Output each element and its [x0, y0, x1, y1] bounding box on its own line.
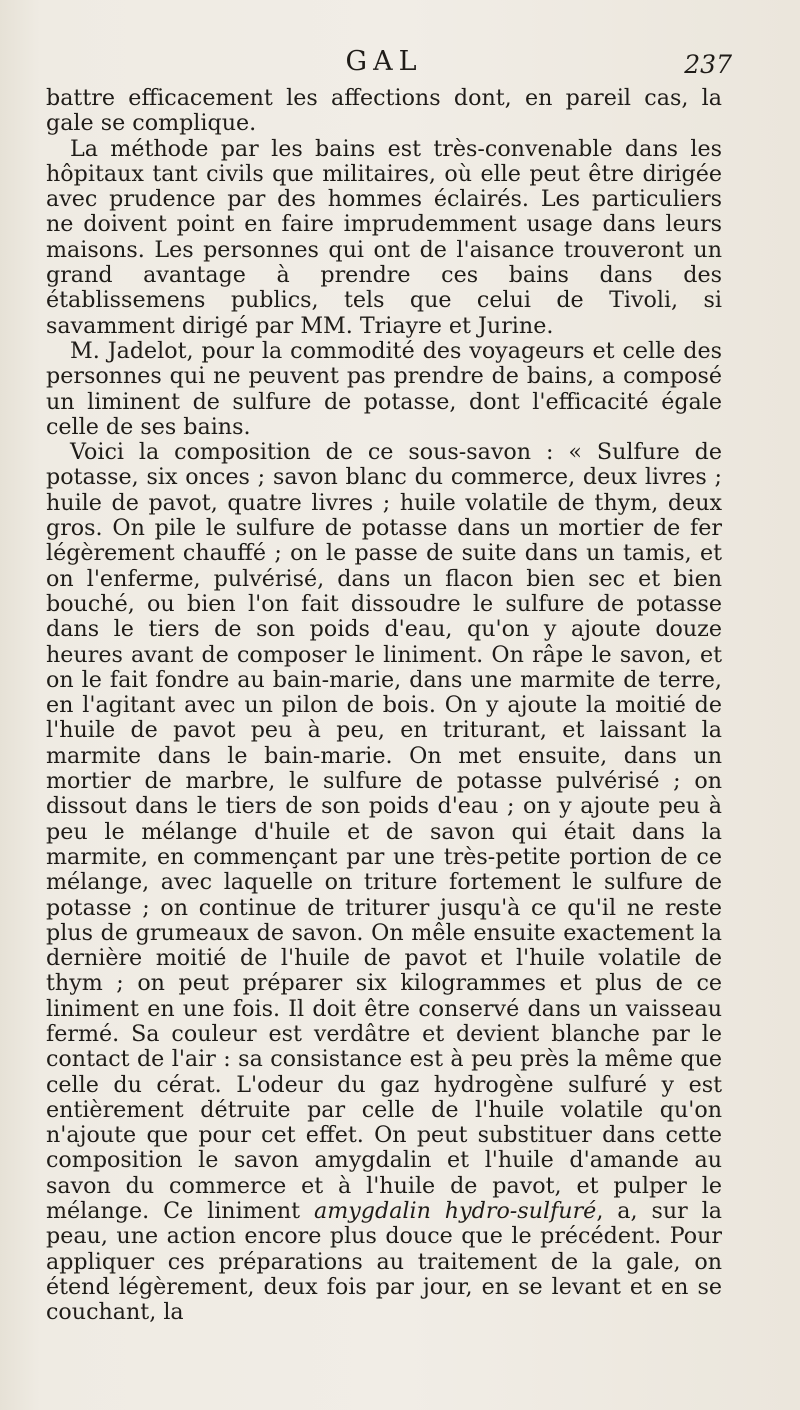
composition-text-end: , a, sur la peau, une action encore plus douce que le précédent. Pour appliquer ces préparations au traitement de la gale, on étend légèrement, deux fois par jour, en se levant et en se couchant, la	[46, 1198, 722, 1326]
paragraph-composition	[46, 440, 722, 1325]
liniment-name-italic: amygdalin hydro-sulfuré	[313, 1198, 597, 1225]
page-header	[46, 46, 732, 86]
body-text	[46, 86, 722, 1326]
running-head: GAL	[345, 46, 423, 77]
composition-text-start: Voici la composition de ce sous-savon : « Sulfure de potasse, six onces ; savon blanc du commerce, deux livres ; huile de pavot, quatre livres ; huile volatile de thym, deux gros. On pile le sulfure de potasse dans un mortier de fer légèrement chauffé ; on le passe de suite dans un tamis, et on l'enferme, pulvérisé, dans un flacon bien sec et bien bouché, ou bien l'on fait dissoudre le sulfure de potasse dans le tiers de son poids d'eau, qu'on y ajoute douze heures avant de composer le liniment. On râpe le savon, et on le fait fondre au bain-marie, dans une marmite de terre, en l'agitant avec un pilon de bois. On y ajoute la moitié de l'huile de pavot peu à peu, en triturant, et laissant la marmite dans le bain-marie. On met ensuite, dans un mortier de marbre, le sulfure de potasse pulvérisé ; on dissout dans le tiers de son poids d'eau ; on y ajoute peu à peu le mélange d'huile et de savon qui était dans la marmite, en commençant par une très-petite portion de ce mélange, avec laquelle on triture fortement le sulfure de potasse ; on continue de triturer jusqu'à ce qu'il ne reste plus de grumeaux de savon. On mêle ensuite exactement la dernière moitié de l'huile de pavot et l'huile volatile de thym ; on peut préparer six kilogrammes et plus de ce liniment en une fois. Il doit être conservé dans un vaisseau fermé. Sa couleur est verdâtre et devient blanche par le contact de l'air : sa consistance est à peu près la même que celle du cérat. L'odeur du gaz hydrogène sulfuré y est entièrement détruite par celle de l'huile volatile qu'on n'ajoute que pour cet effet. On peut substituer dans cette composition le savon amygdalin et l'huile d'amande au savon du commerce et à l'huile de pavot, et pulper le mélange. Ce liniment	[46, 439, 722, 1225]
page-number: 237	[684, 50, 732, 79]
paragraph-bath-method: La méthode par les bains est très-convenable dans les hôpitaux tant civils que militaires, où elle peut être dirigée avec prudence par des hommes éclairés. Les particuliers ne doivent point en faire imprudemment usage dans leurs maisons. Les personnes qui ont de l'aisance trouveront un grand avantage à prendre ces bains dans des établissemens publics, tels que celui de Tivoli, si savamment dirigé par MM. Triayre et Jurine.	[46, 135, 722, 339]
paragraph-continuation: battre efficacement les affections dont, en pareil cas, la gale se complique.	[46, 85, 722, 137]
paragraph-jadelot: M. Jadelot, pour la commodité des voyageurs et celle des personnes qui ne peuvent pas prendre de bains, a composé un liminent de sulfure de potasse, dont l'efficacité égale celle de ses bains.	[46, 337, 722, 440]
